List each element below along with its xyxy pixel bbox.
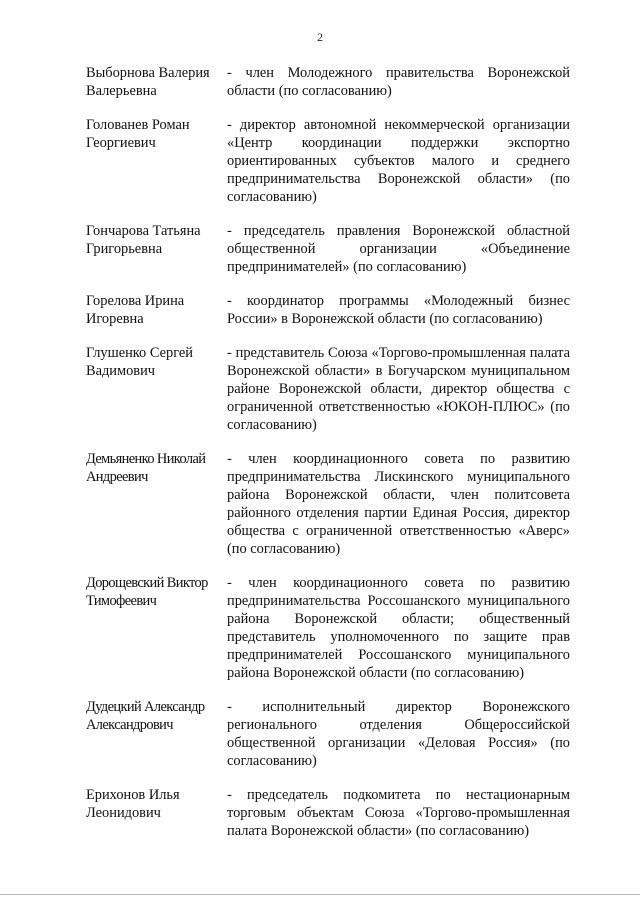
member-name: Гончарова Татьяна Григорьевна: [86, 223, 201, 257]
member-role: - член Молодежного правительства Воронежской области (по согласованию): [227, 65, 570, 99]
member-entry: [86, 574, 570, 682]
member-role: - исполнительный директор Воронежского регионального отделения Общероссийской общественной организации «Деловая Россия» (по согласованию): [227, 699, 570, 769]
member-name: Дудецкий Александр Александрович: [86, 699, 205, 733]
member-name: Глушенко Сергей Вадимович: [86, 345, 193, 379]
page-number: 2: [317, 30, 323, 44]
member-role: - член координационного совета по развитию предпринимательства Лискинского муниципального района Воронежской области, член политсовета районного отделения партии Единая Россия, директор общества с ограниченной ответственностью «Аверс» (по согласованию): [227, 451, 570, 557]
member-name: Демьяненко Николай Андреевич: [86, 451, 206, 485]
member-name: Дорощевский Виктор Тимофеевич: [86, 575, 208, 609]
member-entry: [86, 222, 570, 276]
member-list: [86, 64, 570, 856]
member-role: - председатель правления Воронежской областной общественной организации «Объединение предпринимателей» (по согласованию): [227, 223, 570, 275]
member-name: Ерихонов Илья Леонидович: [86, 787, 180, 821]
member-role: - координатор программы «Молодежный бизнес России» в Воронежской области (по согласованию): [227, 293, 570, 327]
member-entry: [86, 698, 570, 770]
member-role: - представитель Союза «Торгово-промышленная палата Воронежской области» в Богучарском муниципальном районе Воронежской области, директор общества с ограниченной ответственностью «ЮКОН-ПЛЮС» (по согласованию): [227, 345, 570, 433]
member-entry: [86, 292, 570, 328]
member-role: - председатель подкомитета по нестационарным торговым объектам Союза «Торгово-промышленная палата Воронежской области» (по согласованию): [227, 787, 570, 839]
member-entry: [86, 116, 570, 206]
member-role: - директор автономной некоммерческой организации «Центр координации поддержки экспортно ориентированных субъектов малого и среднего предпринимательства Воронежской области» (по согласованию): [227, 117, 570, 205]
member-role: - член координационного совета по развитию предпринимательства Россошанского муниципального района Воронежской области; общественный представитель уполномоченного по защите прав предпринимателей Россошанского муниципального района Воронежской области (по согласованию): [227, 575, 570, 681]
page-bottom-edge: [0, 894, 640, 895]
member-entry: [86, 786, 570, 840]
member-entry: [86, 64, 570, 100]
member-name: Выборнова Валерия Валерьевна: [86, 65, 210, 99]
member-name: Голованев Роман Георгиевич: [86, 117, 190, 151]
member-entry: [86, 344, 570, 434]
member-name: Горелова Ирина Игоревна: [86, 293, 185, 327]
member-entry: [86, 450, 570, 558]
